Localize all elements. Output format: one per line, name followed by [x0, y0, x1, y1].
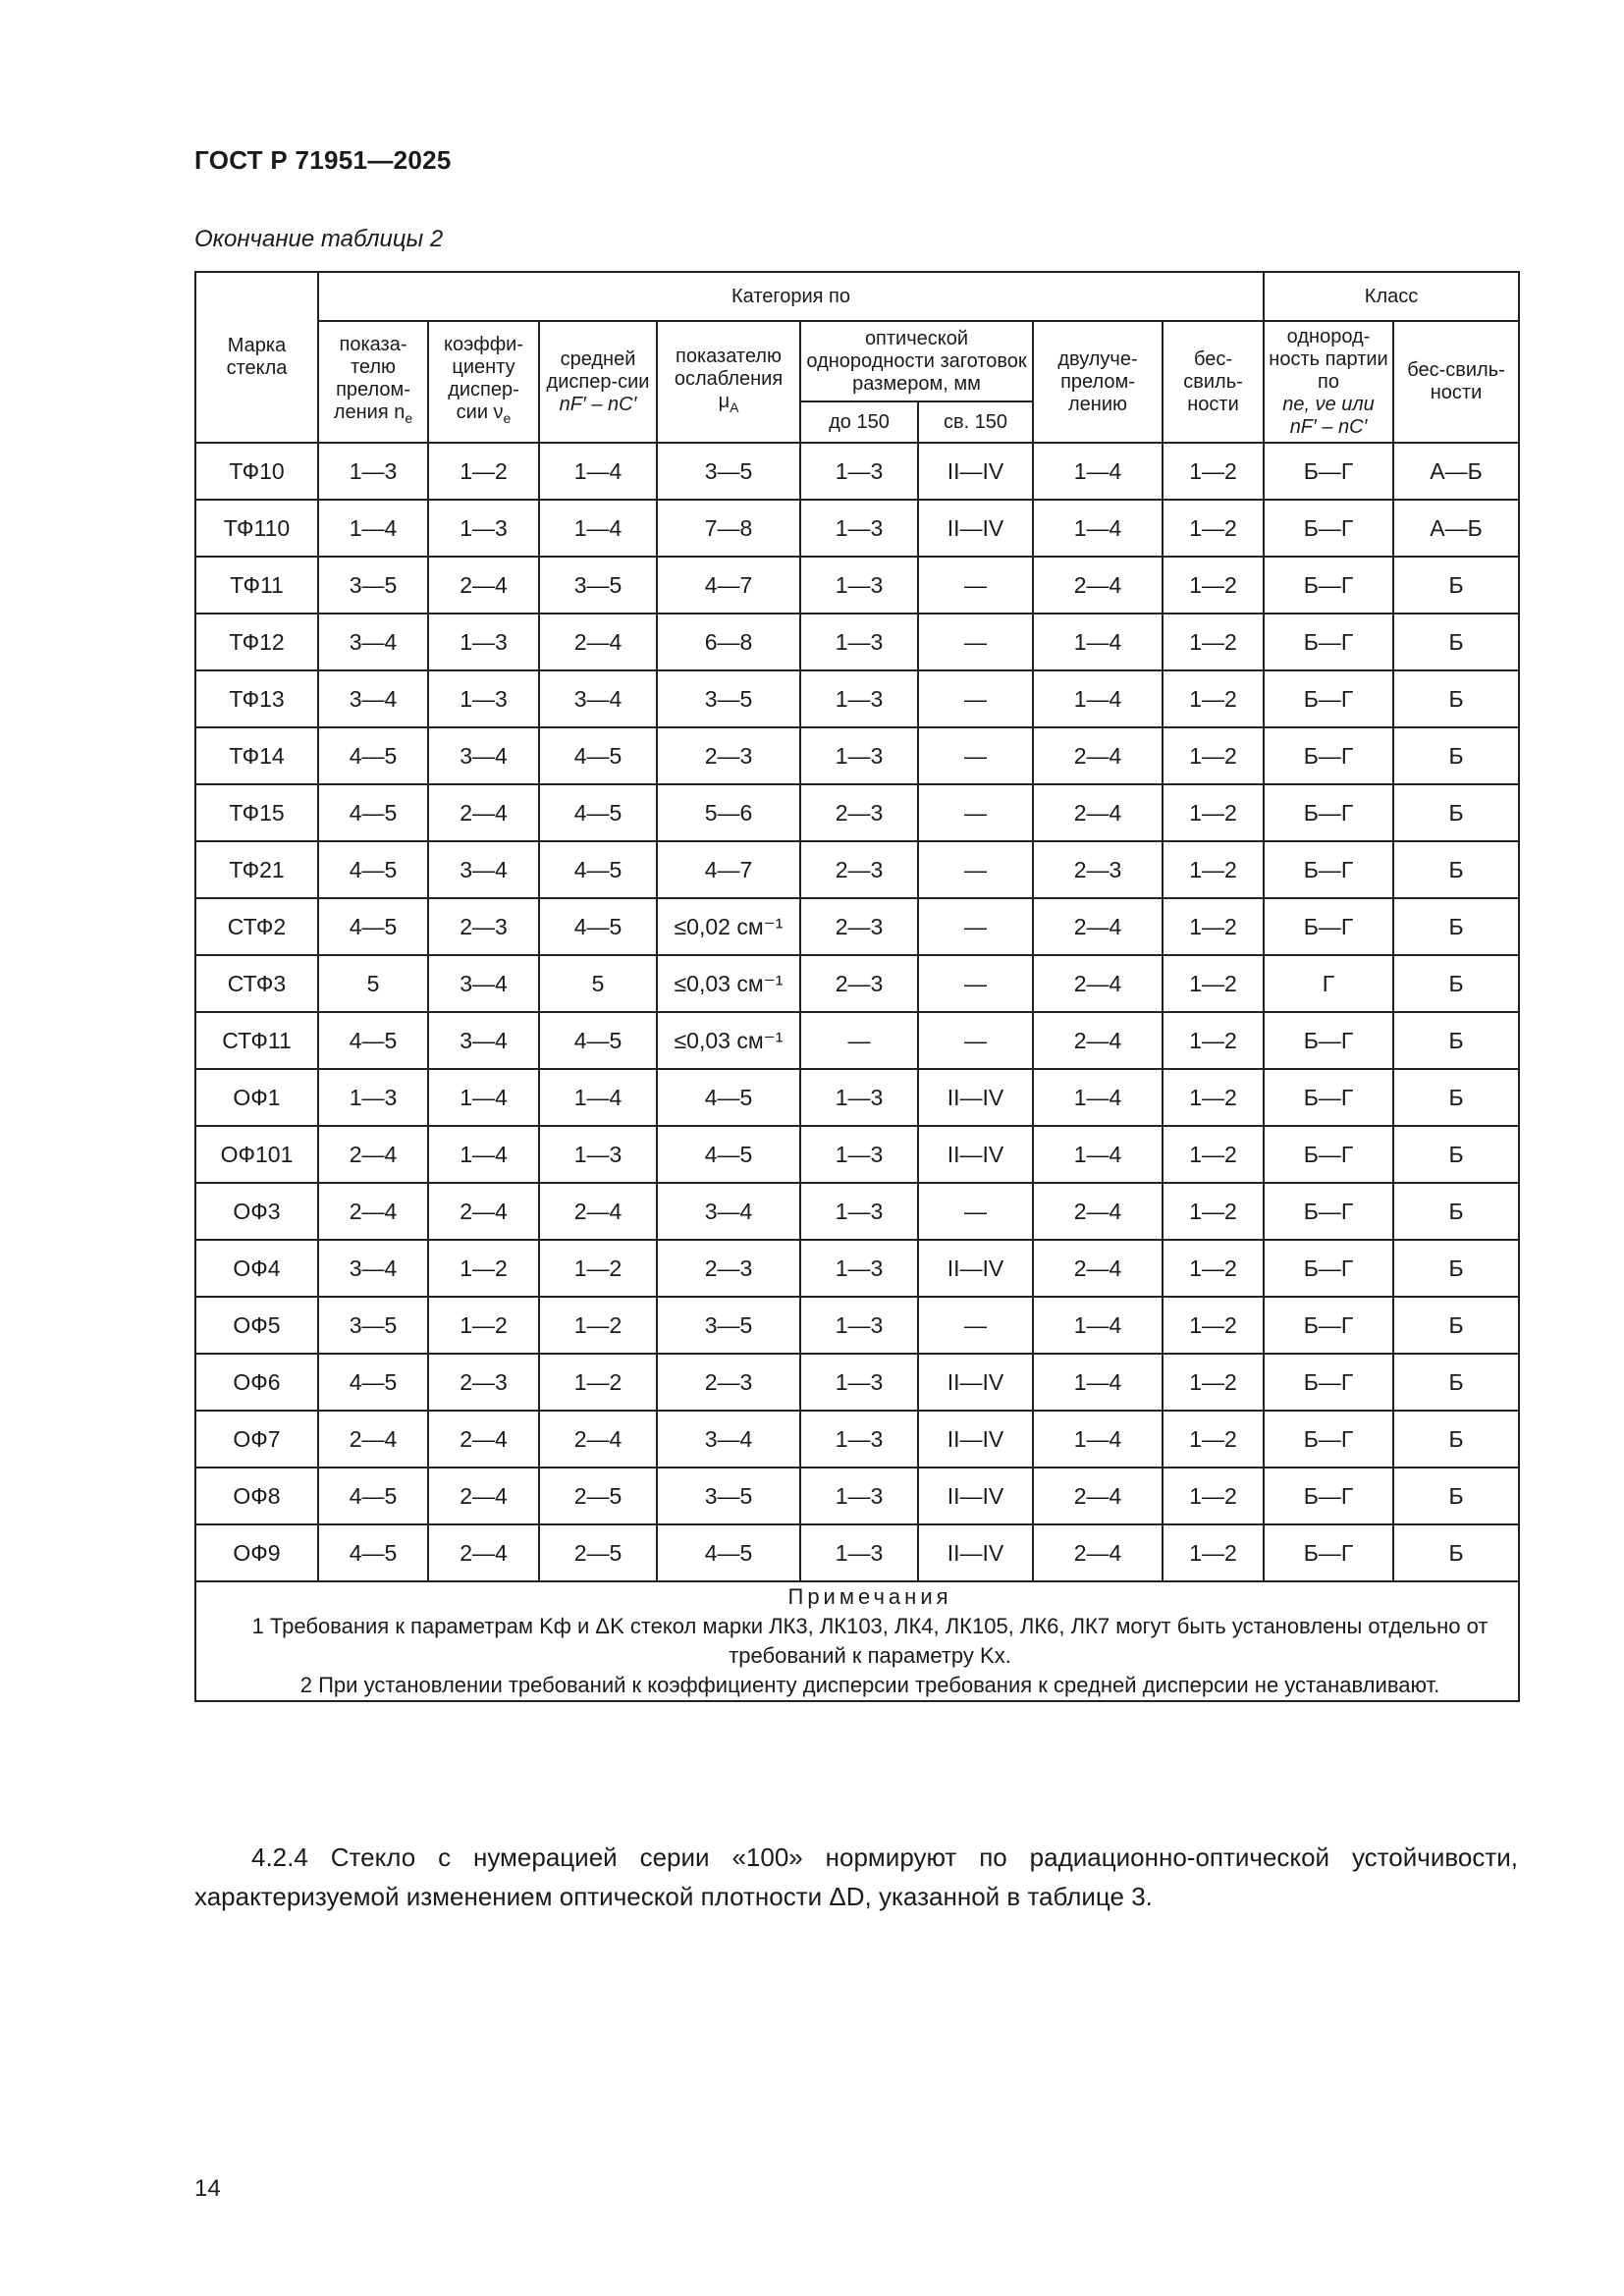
- table-cell: Б: [1393, 1297, 1519, 1354]
- table-cell: 1—3: [800, 670, 918, 727]
- table-cell: 4—5: [318, 727, 428, 784]
- table-cell: 3—4: [428, 727, 539, 784]
- table-cell: 3—5: [657, 1468, 800, 1524]
- table-cell: Б—Г: [1264, 1183, 1393, 1240]
- table-cell: 4—5: [318, 1468, 428, 1524]
- table-cell: II—IV: [918, 1411, 1033, 1468]
- table-cell: 1—4: [1033, 1411, 1163, 1468]
- table-cell-mark: ТФ21: [195, 841, 318, 898]
- table-cell: Б: [1393, 898, 1519, 955]
- table-cell: 1—3: [800, 1183, 918, 1240]
- table-body: [195, 443, 1519, 1581]
- table-cell: 1—2: [1163, 500, 1264, 557]
- table-cell: 2—4: [1033, 955, 1163, 1012]
- table-cell: 2—3: [657, 1240, 800, 1297]
- table-cell: 2—3: [428, 898, 539, 955]
- table-caption: Окончание таблицы 2: [194, 226, 444, 252]
- table-cell: 4—5: [318, 1524, 428, 1581]
- table-cell: Б—Г: [1264, 1069, 1393, 1126]
- table-cell: 1—3: [318, 443, 428, 500]
- table-row: [195, 1411, 1519, 1468]
- table-cell: Б—Г: [1264, 727, 1393, 784]
- table-cell-mark: ОФ9: [195, 1524, 318, 1581]
- table-cell: 1—3: [428, 670, 539, 727]
- table-cell: 2—4: [428, 1411, 539, 1468]
- header-up-to-150: до 150: [800, 401, 918, 443]
- table-cell-mark: ТФ11: [195, 557, 318, 614]
- table-cell: 1—4: [1033, 1297, 1163, 1354]
- table-cell: 4—5: [539, 898, 657, 955]
- table-cell: 2—4: [428, 557, 539, 614]
- table-cell-mark: ТФ110: [195, 500, 318, 557]
- table-cell: 1—3: [800, 1069, 918, 1126]
- table-cell: 3—4: [428, 955, 539, 1012]
- table-cell: 1—4: [428, 1126, 539, 1183]
- table-cell: 1—3: [800, 1411, 918, 1468]
- table-cell: 2—4: [1033, 1524, 1163, 1581]
- table-cell-mark: ТФ13: [195, 670, 318, 727]
- table-cell: Б—Г: [1264, 557, 1393, 614]
- table-cell: Б: [1393, 1012, 1519, 1069]
- table-cell: —: [800, 1012, 918, 1069]
- table-cell: 2—3: [800, 784, 918, 841]
- table-cell: 2—4: [539, 614, 657, 670]
- table-cell: —: [918, 557, 1033, 614]
- table-row: [195, 557, 1519, 614]
- table-cell: 1—3: [800, 727, 918, 784]
- table-cell: 1—4: [1033, 670, 1163, 727]
- table-cell: Б: [1393, 1183, 1519, 1240]
- table-cell: 3—5: [657, 670, 800, 727]
- table-cell: 1—3: [800, 614, 918, 670]
- table-cell-mark: СТФ3: [195, 955, 318, 1012]
- table-cell: 5: [539, 955, 657, 1012]
- table-cell: Б—Г: [1264, 443, 1393, 500]
- table-cell: А—Б: [1393, 443, 1519, 500]
- table-row: [195, 955, 1519, 1012]
- table-cell: 2—4: [539, 1411, 657, 1468]
- table-cell: ≤0,02 см⁻¹: [657, 898, 800, 955]
- table-cell: II—IV: [918, 500, 1033, 557]
- table-cell-mark: ОФ8: [195, 1468, 318, 1524]
- table-cell-mark: ОФ1: [195, 1069, 318, 1126]
- table-cell: 4—5: [318, 841, 428, 898]
- table-cell: 1—2: [1163, 784, 1264, 841]
- table-cell: Г: [1264, 955, 1393, 1012]
- table-cell: Б: [1393, 1411, 1519, 1468]
- table-cell: 3—5: [539, 557, 657, 614]
- table-cell: 1—4: [539, 500, 657, 557]
- table-cell: Б—Г: [1264, 1012, 1393, 1069]
- table-cell-mark: ТФ14: [195, 727, 318, 784]
- notes-title: Примечания: [787, 1584, 952, 1609]
- header-class-bubbles: бес-свиль-ности: [1393, 321, 1519, 443]
- table-cell: 1—2: [1163, 1126, 1264, 1183]
- header-attenuation: показателю ослабления $\mu_A$: [657, 321, 800, 443]
- table-row: [195, 784, 1519, 841]
- table-cell: 1—2: [539, 1240, 657, 1297]
- table-cell: 1—3: [318, 1069, 428, 1126]
- table-cell: 2—3: [800, 955, 918, 1012]
- table-cell: 2—3: [657, 727, 800, 784]
- table-cell: 1—2: [1163, 557, 1264, 614]
- table-cell: 1—3: [800, 1468, 918, 1524]
- table-cell: 1—3: [800, 557, 918, 614]
- table-cell: 3—4: [539, 670, 657, 727]
- table-cell: 1—4: [1033, 1126, 1163, 1183]
- table-cell: 1—2: [1163, 443, 1264, 500]
- table-cell: 6—8: [657, 614, 800, 670]
- table-cell: —: [918, 614, 1033, 670]
- table-cell: Б: [1393, 1468, 1519, 1524]
- table-cell: —: [918, 1012, 1033, 1069]
- table-cell: 1—3: [800, 443, 918, 500]
- table-cell: 3—5: [657, 1297, 800, 1354]
- table-cell: 1—2: [1163, 1468, 1264, 1524]
- table-cell: —: [918, 727, 1033, 784]
- table-cell-mark: СТФ11: [195, 1012, 318, 1069]
- table-cell: —: [918, 670, 1033, 727]
- table-cell: Б—Г: [1264, 841, 1393, 898]
- table-cell: 1—4: [1033, 1354, 1163, 1411]
- note-1: 1 Требования к параметрам Kф и ΔK стекол марки ЛК3, ЛК103, ЛК4, ЛК105, ЛК6, ЛК7 могут быть установлены отдельно от требований к параметру Kх.: [251, 1614, 1489, 1668]
- table-cell: 2—4: [428, 1183, 539, 1240]
- table-cell: 1—2: [1163, 841, 1264, 898]
- table-cell: 2—4: [1033, 727, 1163, 784]
- table-cell: 1—2: [428, 1240, 539, 1297]
- table-cell-mark: ТФ12: [195, 614, 318, 670]
- table-cell-mark: ТФ15: [195, 784, 318, 841]
- table-cell: II—IV: [918, 1524, 1033, 1581]
- table-row: [195, 614, 1519, 670]
- header-bubbles: бес-свиль-ности: [1163, 321, 1264, 443]
- table-cell: 1—2: [1163, 1012, 1264, 1069]
- table-cell-mark: ОФ5: [195, 1297, 318, 1354]
- table-cell: 2—4: [1033, 898, 1163, 955]
- table-cell: 1—4: [318, 500, 428, 557]
- table-row: [195, 1468, 1519, 1524]
- table-cell: 4—5: [539, 841, 657, 898]
- table-cell: 1—2: [428, 1297, 539, 1354]
- table-cell: 1—2: [539, 1297, 657, 1354]
- table-row: [195, 1069, 1519, 1126]
- table-cell: 3—4: [657, 1183, 800, 1240]
- table-cell: II—IV: [918, 1126, 1033, 1183]
- header-over-150: св. 150: [918, 401, 1033, 443]
- table-cell: 2—4: [1033, 1240, 1163, 1297]
- table-cell: Б—Г: [1264, 898, 1393, 955]
- table-cell: ≤0,03 см⁻¹: [657, 1012, 800, 1069]
- table-row: [195, 670, 1519, 727]
- table-cell: 1—4: [539, 443, 657, 500]
- table-cell: 1—2: [1163, 1524, 1264, 1581]
- table-cell: II—IV: [918, 1468, 1033, 1524]
- table-cell: 2—4: [318, 1183, 428, 1240]
- table-cell: 3—4: [428, 841, 539, 898]
- header-birefringence: двулуче-прелом-лению: [1033, 321, 1163, 443]
- table-cell: 1—2: [1163, 1297, 1264, 1354]
- header-mean-dispersion: средней диспер-сии nF′ – nC′: [539, 321, 657, 443]
- table-cell-mark: ОФ6: [195, 1354, 318, 1411]
- table-cell: Б—Г: [1264, 1524, 1393, 1581]
- table-cell: 4—5: [539, 1012, 657, 1069]
- table-cell: 1—2: [1163, 1069, 1264, 1126]
- table-cell: 2—4: [1033, 784, 1163, 841]
- header-category-group: Категория по: [318, 272, 1264, 321]
- table-cell: 3—5: [318, 1297, 428, 1354]
- table-cell: 4—5: [657, 1069, 800, 1126]
- table-cell: Б: [1393, 727, 1519, 784]
- table-cell: Б—Г: [1264, 1354, 1393, 1411]
- table-cell: 2—4: [318, 1126, 428, 1183]
- table-cell: 3—4: [318, 1240, 428, 1297]
- table-cell: Б: [1393, 784, 1519, 841]
- table-cell: 3—4: [318, 670, 428, 727]
- table-cell: Б—Г: [1264, 670, 1393, 727]
- table-cell: 1—4: [539, 1069, 657, 1126]
- table-cell: 4—5: [539, 784, 657, 841]
- table-cell: 3—4: [318, 614, 428, 670]
- table-cell: 1—4: [428, 1069, 539, 1126]
- header-dispersion-coef: коэффи-циенту диспер-сии $\nu_e$: [428, 321, 539, 443]
- table-cell: —: [918, 1183, 1033, 1240]
- table-row: [195, 1183, 1519, 1240]
- table-cell: 4—5: [318, 1012, 428, 1069]
- table-cell: 1—2: [539, 1354, 657, 1411]
- table-cell: Б: [1393, 670, 1519, 727]
- table-cell-mark: ОФ101: [195, 1126, 318, 1183]
- table-cell: 2—4: [318, 1411, 428, 1468]
- table-cell: Б—Г: [1264, 1411, 1393, 1468]
- table-cell: 1—2: [1163, 1354, 1264, 1411]
- table-cell: 2—4: [1033, 1183, 1163, 1240]
- header-refraction: показа-телю прелом-ления $n_e$: [318, 321, 428, 443]
- table-cell: 1—3: [539, 1126, 657, 1183]
- table-cell: 7—8: [657, 500, 800, 557]
- table-cell: 2—4: [1033, 557, 1163, 614]
- table-cell: 3—4: [428, 1012, 539, 1069]
- table-cell: Б: [1393, 1126, 1519, 1183]
- table-cell: 5: [318, 955, 428, 1012]
- table-row: [195, 727, 1519, 784]
- table-cell-mark: ОФ4: [195, 1240, 318, 1297]
- table-cell: 1—3: [800, 1240, 918, 1297]
- table-cell: 3—5: [657, 443, 800, 500]
- table-cell: Б: [1393, 1240, 1519, 1297]
- header-batch-homogeneity: однород-ность партии по ne, νe или nF′ – nC′: [1264, 321, 1393, 443]
- table-cell: 2—4: [539, 1183, 657, 1240]
- table-cell: 1—3: [428, 500, 539, 557]
- table-cell: 4—7: [657, 557, 800, 614]
- table-cell: Б: [1393, 1069, 1519, 1126]
- table-cell: —: [918, 1297, 1033, 1354]
- table-cell: 1—2: [1163, 955, 1264, 1012]
- table-cell: 2—5: [539, 1468, 657, 1524]
- table-row: [195, 1297, 1519, 1354]
- table-cell-mark: ТФ10: [195, 443, 318, 500]
- table-cell: II—IV: [918, 443, 1033, 500]
- table-cell: —: [918, 898, 1033, 955]
- table-row: [195, 898, 1519, 955]
- table-cell: 1—3: [428, 614, 539, 670]
- header-optical-homogeneity: оптической однородности заготовок размером, мм: [800, 321, 1033, 401]
- table-cell: Б—Г: [1264, 1297, 1393, 1354]
- table-cell: 1—2: [1163, 727, 1264, 784]
- table-cell-mark: ОФ3: [195, 1183, 318, 1240]
- table-cell: 2—3: [800, 841, 918, 898]
- table-cell: 2—3: [800, 898, 918, 955]
- table-cell: II—IV: [918, 1240, 1033, 1297]
- table-cell: 4—5: [318, 784, 428, 841]
- table-cell: ≤0,03 см⁻¹: [657, 955, 800, 1012]
- table-cell: Б—Г: [1264, 1126, 1393, 1183]
- table-cell: II—IV: [918, 1069, 1033, 1126]
- table-cell: Б: [1393, 955, 1519, 1012]
- table-row: [195, 1354, 1519, 1411]
- header-mark: Марка стекла: [195, 272, 318, 443]
- glass-specification-table: [194, 271, 1520, 1702]
- table-cell: 4—5: [318, 1354, 428, 1411]
- table-cell: Б: [1393, 1524, 1519, 1581]
- table-cell: —: [918, 955, 1033, 1012]
- table-cell: —: [918, 784, 1033, 841]
- table-cell-mark: ОФ7: [195, 1411, 318, 1468]
- table-row: [195, 1524, 1519, 1581]
- table-cell: Б—Г: [1264, 500, 1393, 557]
- header-class-group: Класс: [1264, 272, 1519, 321]
- table-cell: Б: [1393, 1354, 1519, 1411]
- note-2: 2 При установлении требований к коэффициенту дисперсии требования к средней дисперсии не устанавливают.: [299, 1673, 1440, 1697]
- table-cell-mark: СТФ2: [195, 898, 318, 955]
- table-cell: 1—2: [428, 443, 539, 500]
- table-cell: 1—3: [800, 1524, 918, 1581]
- table-cell: Б—Г: [1264, 1468, 1393, 1524]
- table-cell: 2—3: [657, 1354, 800, 1411]
- table-cell: 1—4: [1033, 500, 1163, 557]
- table-cell: 1—2: [1163, 1240, 1264, 1297]
- table-cell: 1—4: [1033, 1069, 1163, 1126]
- table-cell: 2—4: [1033, 1468, 1163, 1524]
- table-cell: 2—4: [428, 1524, 539, 1581]
- table-cell: 2—4: [428, 1468, 539, 1524]
- table-cell: 2—5: [539, 1524, 657, 1581]
- table-cell: 4—5: [539, 727, 657, 784]
- table-cell: II—IV: [918, 1354, 1033, 1411]
- table-cell: 1—2: [1163, 670, 1264, 727]
- table-cell: Б—Г: [1264, 614, 1393, 670]
- table-row: [195, 1240, 1519, 1297]
- table-cell: Б: [1393, 614, 1519, 670]
- table-cell: Б—Г: [1264, 784, 1393, 841]
- table-cell: 1—2: [1163, 898, 1264, 955]
- table-cell: —: [918, 841, 1033, 898]
- table-cell: 1—2: [1163, 1411, 1264, 1468]
- table-cell: 2—4: [1033, 1012, 1163, 1069]
- table-cell: 1—2: [1163, 1183, 1264, 1240]
- table-cell: А—Б: [1393, 500, 1519, 557]
- table-cell: Б—Г: [1264, 1240, 1393, 1297]
- body-paragraph: 4.2.4 Стекло с нумерацией серии «100» нормируют по радиационно-оптической устойчивости, характеризуемой изменением оптической плотности ΔD, указанной в таблице 3.: [194, 1842, 1518, 1911]
- table-cell: 2—4: [428, 784, 539, 841]
- table-cell: 1—3: [800, 1126, 918, 1183]
- table-cell: 3—4: [657, 1411, 800, 1468]
- table-cell: 2—3: [1033, 841, 1163, 898]
- table-row: [195, 841, 1519, 898]
- table-cell: 4—5: [657, 1126, 800, 1183]
- table-cell: 4—5: [318, 898, 428, 955]
- table-cell: 5—6: [657, 784, 800, 841]
- table-row: [195, 443, 1519, 500]
- table-cell: 3—5: [318, 557, 428, 614]
- table-cell: Б: [1393, 557, 1519, 614]
- table-cell: 1—4: [1033, 443, 1163, 500]
- table-cell: 2—3: [428, 1354, 539, 1411]
- table-cell: 1—3: [800, 1354, 918, 1411]
- document-header: ГОСТ Р 71951—2025: [194, 145, 452, 175]
- table-cell: 1—2: [1163, 614, 1264, 670]
- table-cell: 1—3: [800, 500, 918, 557]
- table-notes: [195, 1581, 1519, 1701]
- table-row: [195, 1012, 1519, 1069]
- table-cell: 4—5: [657, 1524, 800, 1581]
- table-row: [195, 500, 1519, 557]
- table-row: [195, 1126, 1519, 1183]
- table-cell: Б: [1393, 841, 1519, 898]
- table-cell: 1—4: [1033, 614, 1163, 670]
- page-number: 14: [194, 2175, 221, 2202]
- table-cell: 1—3: [800, 1297, 918, 1354]
- table-cell: 4—7: [657, 841, 800, 898]
